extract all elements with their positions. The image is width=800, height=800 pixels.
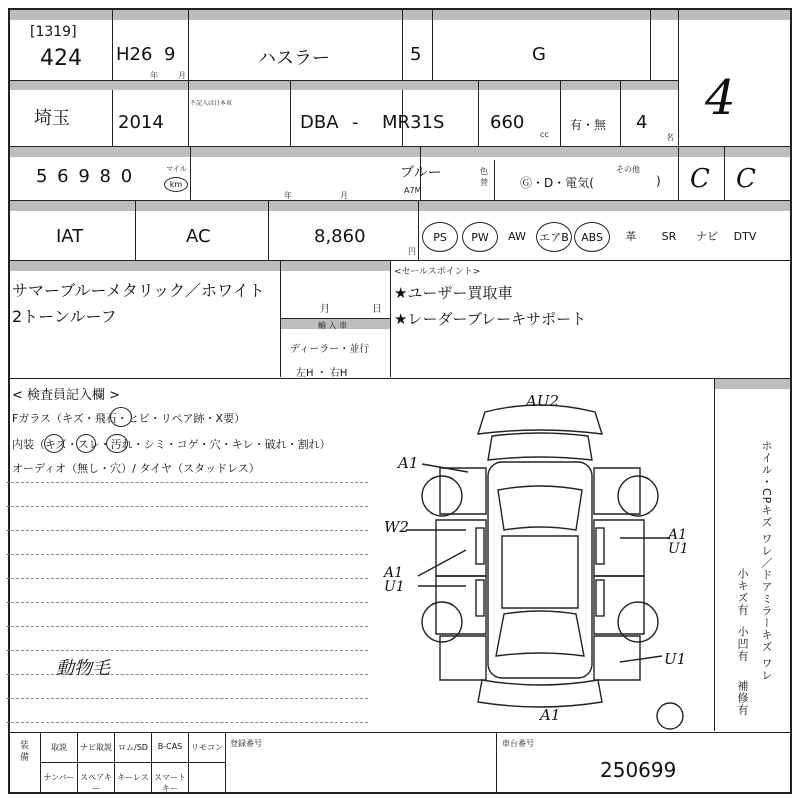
reg-number-label: 登録番号 [230, 739, 262, 748]
year-char: 年 [150, 71, 158, 80]
car-damage-diagram [370, 390, 710, 730]
divider [268, 201, 269, 260]
interior-grade: C [736, 164, 756, 194]
right-front-door [594, 576, 644, 634]
mark-left-front: A1 U1 [384, 565, 405, 595]
divider [390, 261, 391, 377]
write-line [6, 506, 368, 507]
header-band-row3 [10, 201, 790, 211]
divider [188, 10, 189, 80]
header-band-notes [715, 379, 790, 389]
equipment-ナビ: ナビ [696, 230, 718, 243]
fuel-other-label: その他 [616, 165, 640, 174]
prefecture: 埼玉 [34, 108, 70, 129]
divider [478, 80, 479, 146]
mark-rear: AU2 [526, 392, 560, 410]
mark-front: A1 [540, 706, 561, 724]
divider [714, 378, 715, 731]
footer-cell: ナンバー [43, 773, 75, 782]
equipment-DTV: DTV [733, 229, 757, 243]
write-line [6, 626, 368, 627]
divider [114, 732, 115, 792]
equipment-ABS: ABS [574, 222, 610, 252]
import-header: 輸 入 車 [318, 321, 348, 330]
color-name: ブルー [400, 165, 442, 181]
recycle-fee: 8,860 [314, 226, 366, 247]
yen-unit: 円 [408, 247, 416, 256]
divider [112, 10, 113, 146]
divider [225, 732, 226, 792]
right-notes-main: ホイル・CPキズ ワレ／ドアミラーキズ ワレ [760, 440, 773, 682]
divider [494, 160, 495, 200]
equipment-エアB: エアB [536, 222, 572, 252]
left-rear-wheel [422, 476, 462, 516]
divider [188, 732, 189, 792]
divider [496, 732, 497, 792]
chassis-prefix: DBA [300, 112, 339, 133]
mark-right-front: U1 [664, 650, 687, 668]
displacement: 660 [490, 112, 525, 133]
write-line [6, 698, 368, 699]
roof [502, 536, 578, 608]
doors: 5 [410, 44, 422, 65]
color-year-char: 年 [284, 191, 292, 200]
equipment-革: 革 [625, 230, 637, 243]
header-band-row1b [10, 81, 678, 90]
divider [620, 80, 621, 146]
header-band-reg [280, 261, 390, 271]
divider [678, 10, 679, 146]
write-line [6, 578, 368, 579]
lot-number: 424 [40, 46, 82, 71]
rear-hatch [488, 433, 592, 460]
sales-point-2: ★レーダーブレーキサポート [394, 310, 587, 328]
mark-left-door: W2 [384, 518, 409, 536]
steering-side: 左H ・ 右H [296, 368, 348, 379]
reg-month: 9 [164, 44, 176, 65]
left-front-door [436, 576, 486, 634]
footer-cell: 取説 [51, 743, 67, 752]
cc-unit: cc [540, 130, 549, 139]
left-rear-quarter [440, 468, 486, 514]
import-note: 不記入は日本車 [190, 100, 233, 107]
divider [650, 10, 651, 80]
right-front-fender [594, 636, 640, 680]
footer-cell: B-CAS [157, 742, 183, 751]
divider [40, 762, 225, 763]
write-line [6, 602, 368, 603]
write-line [6, 650, 368, 651]
chassis-code: MR31S [382, 112, 445, 133]
equipment-row-label: 装備 [20, 741, 30, 763]
km-circled: km [164, 177, 188, 192]
model-name: ハスラー [258, 48, 330, 69]
right-front-handle [596, 580, 604, 616]
divider [290, 80, 291, 146]
inspector-title: < 検査員記入欄 > [12, 388, 121, 403]
score-handwritten: 4 [705, 70, 736, 126]
body-outline [488, 462, 592, 678]
reg-month-char: 月 [320, 304, 330, 315]
inspector-line-2: 内装（キズ・スレ・汚れ・シミ・コゲ・穴・キレ・破れ・割れ） [12, 438, 331, 451]
color-desc-1: サマーブルーメタリック／ホワイト [12, 281, 265, 300]
chassis-dash: - [352, 112, 359, 133]
fuel-options: Ⓖ・D・電気( [520, 176, 594, 190]
divider [188, 80, 189, 146]
write-line [6, 530, 368, 531]
scratch-circle [44, 434, 64, 453]
inspector-line-3: オーディオ（無し・穴）/ タイヤ（スタッドレス） [12, 462, 260, 475]
vin-number: 250699 [600, 758, 677, 782]
month-char: 月 [178, 71, 186, 80]
capacity: 4 [636, 112, 648, 133]
header-band-row1 [10, 10, 790, 20]
divider [10, 378, 790, 379]
divider [724, 147, 725, 200]
reg-day-char: 日 [372, 304, 382, 315]
mileage: 5 6 9 8 0 [36, 166, 135, 187]
windshield [496, 611, 584, 656]
fuel-close: ) [656, 174, 661, 188]
write-line [6, 482, 368, 483]
mark-left-rear: A1 [398, 454, 419, 472]
divider [678, 147, 679, 200]
right-notes-sub2: 小凹有 [736, 626, 749, 662]
right-rear-handle [596, 528, 604, 564]
footer-cell: ロム/SD [118, 743, 148, 752]
write-line [6, 554, 368, 555]
flying-stone-circle [110, 407, 132, 427]
vin-label: 車台番号 [502, 739, 534, 748]
right-rear-wheel [618, 476, 658, 516]
mile-label: マイル [166, 165, 187, 173]
handwritten-note: 動物毛 [56, 658, 110, 679]
footer-cell: スペアキー [80, 773, 112, 793]
exterior-grade: C [690, 164, 710, 194]
header-band-row2 [10, 147, 790, 157]
lot-bracket: [1319] [30, 24, 77, 40]
equipment-PW: PW [462, 222, 498, 252]
divider [10, 732, 790, 733]
equipment-SR: SR [661, 229, 677, 243]
write-line [6, 722, 368, 723]
spare-wheel [657, 703, 683, 729]
left-rear-handle [476, 528, 484, 564]
front-bumper [478, 680, 602, 707]
capacity-unit: 名 [666, 133, 674, 142]
divider [190, 147, 191, 200]
color-month-char: 月 [340, 191, 348, 200]
header-band-row4 [10, 261, 280, 271]
equipment-PS: PS [422, 222, 458, 252]
stain-circle [106, 434, 128, 453]
inspector-line-1: Fガラス（キズ・飛石・ヒビ・リペア跡・Ⅹ要） [12, 412, 246, 425]
mark-right-door: A1 U1 [668, 527, 689, 557]
sales-point-header: <セールスポイント> [394, 267, 481, 277]
first-reg-year: 2014 [118, 112, 164, 133]
right-rear-quarter [594, 468, 640, 514]
divider [418, 201, 419, 260]
equipment-AW: AW [508, 229, 526, 243]
turbo-ari-nashi: 有・無 [570, 118, 607, 132]
color-desc-2: 2トーンルーフ [12, 307, 117, 326]
divider [432, 10, 433, 80]
grade: G [532, 44, 546, 65]
footer-cell: ナビ取説 [80, 743, 112, 752]
year-era: H26 [116, 44, 153, 65]
dealer-parallel: ディーラー・並行 [290, 344, 370, 355]
pointer-line [418, 550, 466, 576]
pointer-line [620, 656, 662, 662]
footer-cell: キーレス [117, 773, 149, 782]
sales-point-1: ★ユーザー買取車 [394, 284, 513, 302]
right-notes-sub3: 補修有 [736, 680, 749, 716]
color-code: A7M [404, 186, 422, 195]
scuff-circle [76, 434, 96, 453]
footer-cell: スマートキー [154, 773, 186, 793]
right-notes-sub1: 小キズ有 [736, 568, 749, 616]
footer-cell: リモコン [191, 743, 223, 752]
left-front-fender [440, 636, 486, 680]
left-front-handle [476, 580, 484, 616]
rear-glass [498, 486, 582, 530]
aircon: AC [186, 226, 211, 247]
divider [560, 80, 561, 146]
transmission: IAT [56, 226, 84, 247]
color-side-label: 色替 [480, 167, 488, 187]
divider [135, 201, 136, 260]
